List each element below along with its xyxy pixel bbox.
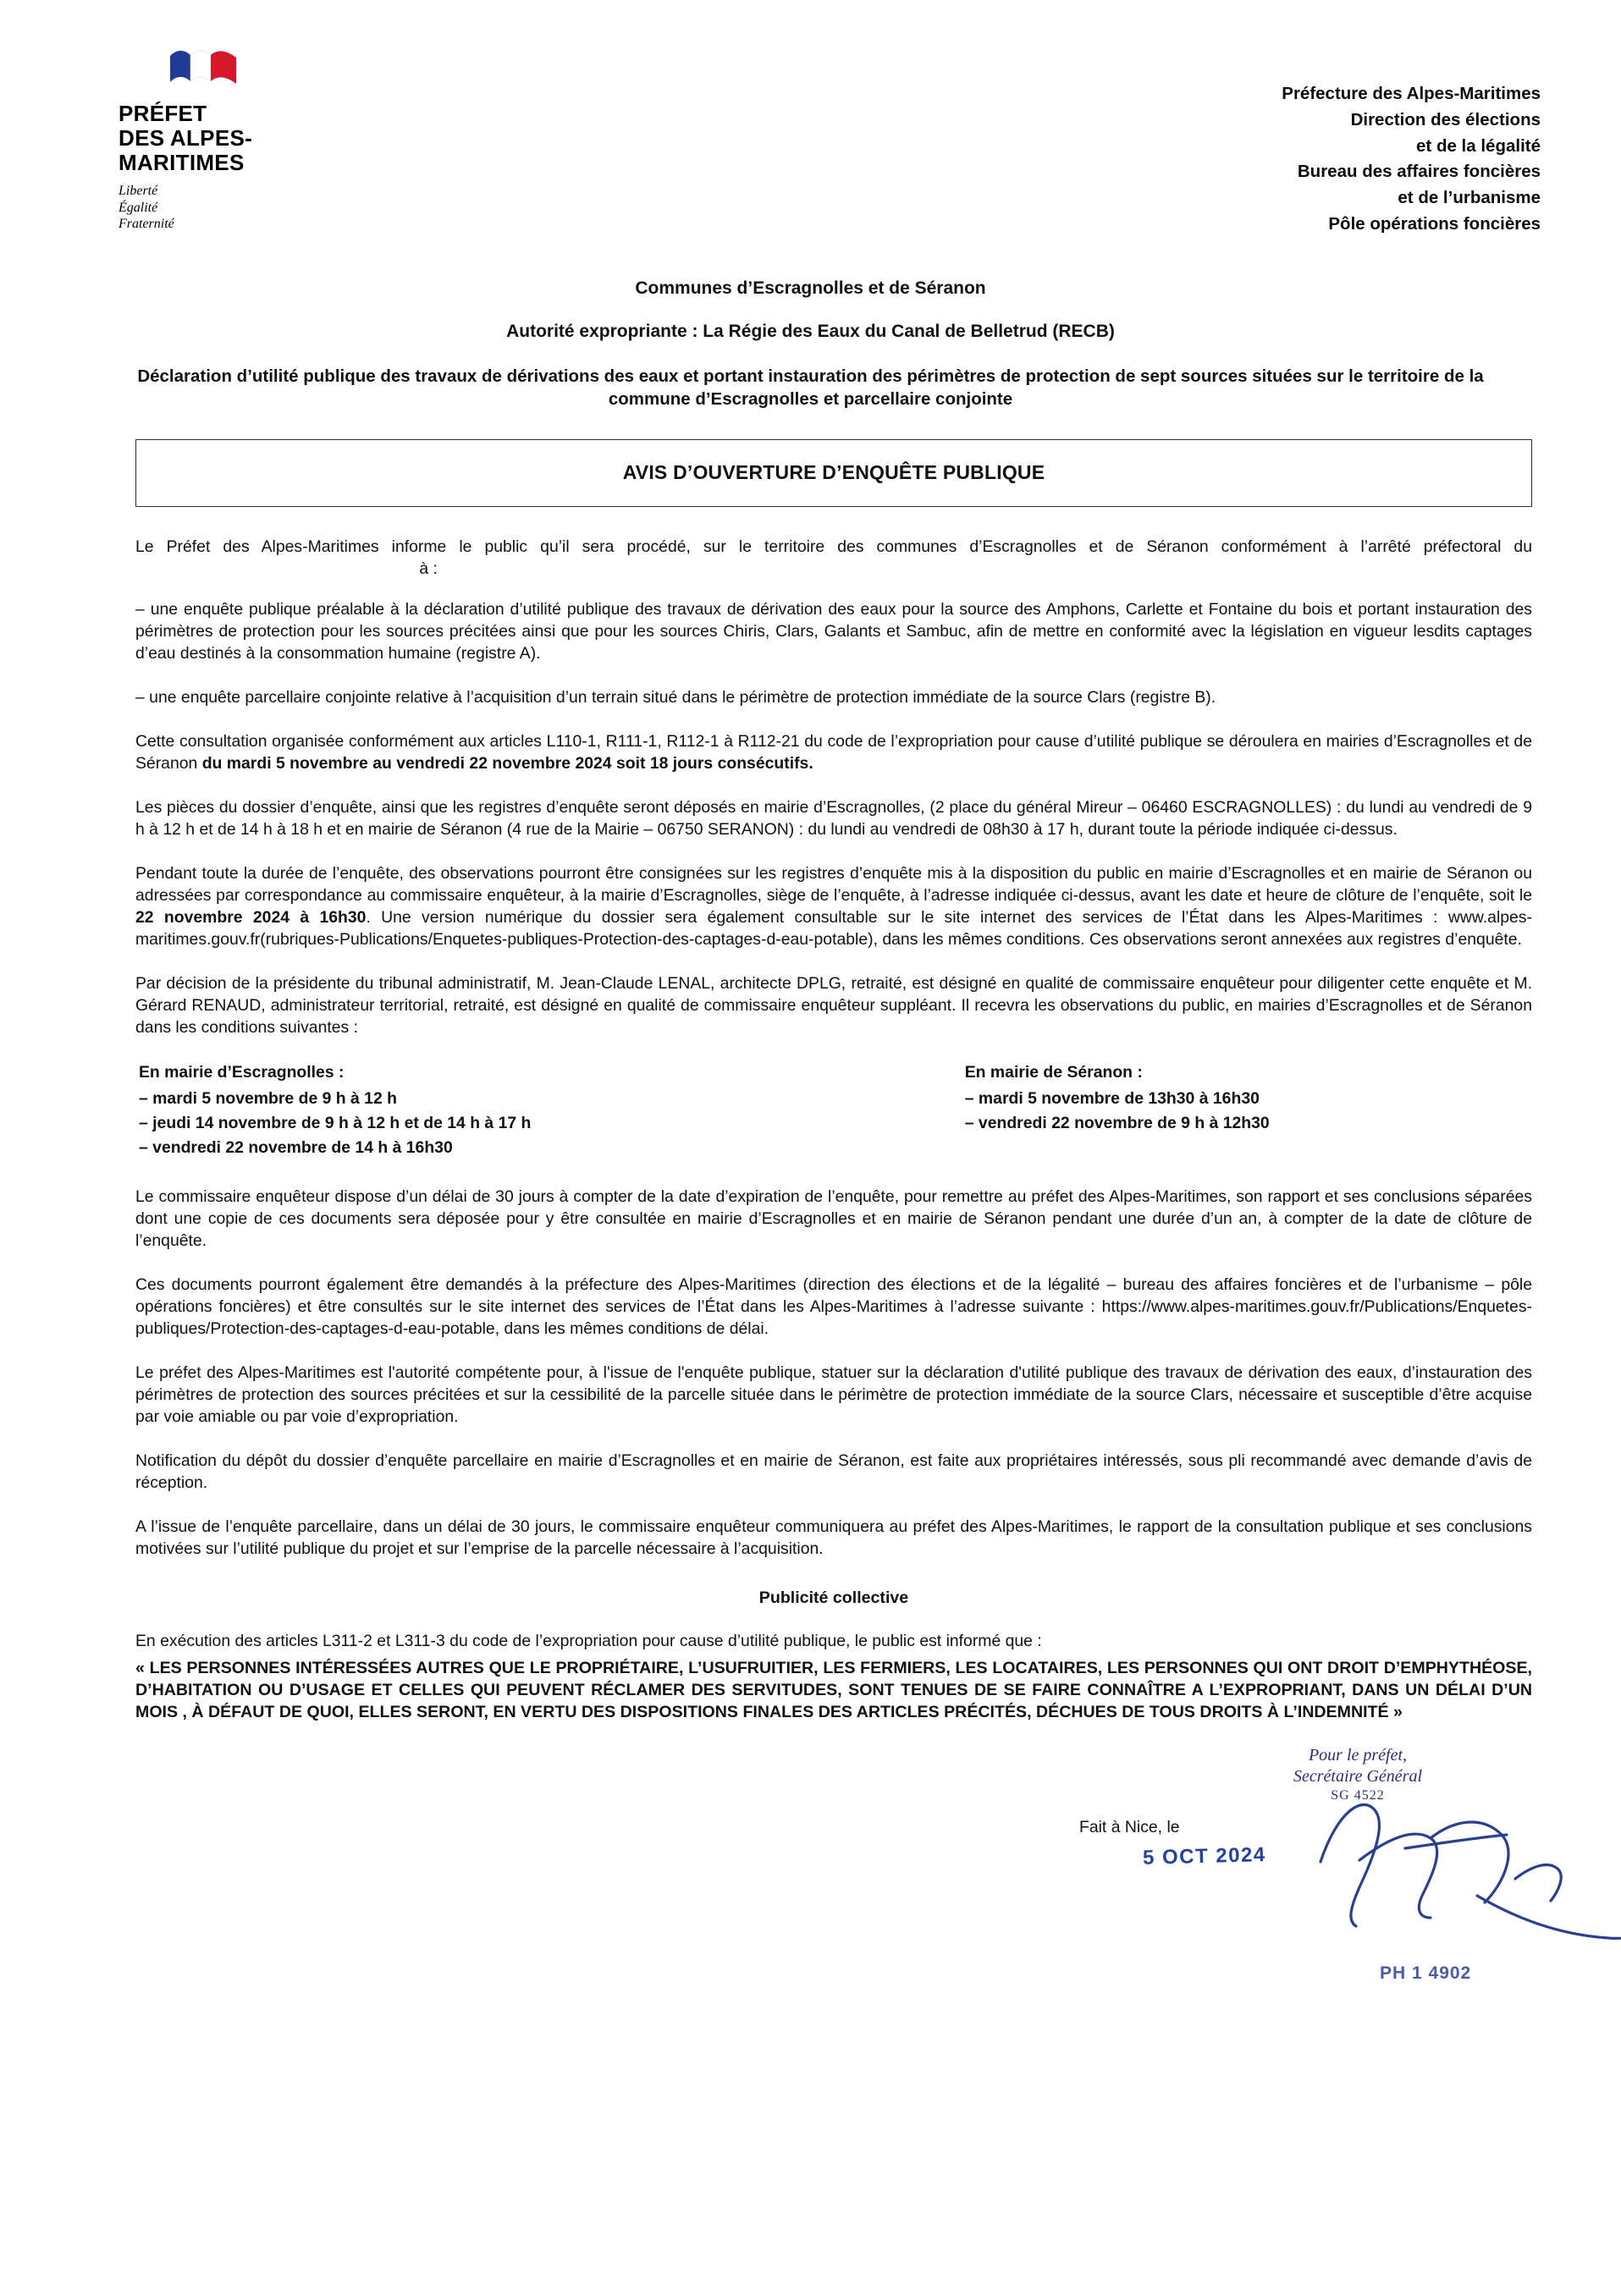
permanence-item: – vendredi 22 novembre de 14 h à 16h30 bbox=[139, 1138, 453, 1158]
consultation-dates: du mardi 5 novembre au vendredi 22 novembre 2024 soit 18 jours consécutifs. bbox=[201, 753, 813, 773]
permanence-item: – mardi 5 novembre de 9 h à 12 h bbox=[139, 1088, 397, 1108]
date-stamp: 5 OCT 2024 bbox=[1142, 1843, 1267, 1870]
address-line-5: et de l’urbanisme bbox=[1398, 188, 1541, 207]
paragraph-consultation bbox=[135, 730, 1532, 774]
communes-title: Communes d’Escragnolles et de Séranon bbox=[635, 278, 986, 298]
paragraph-enquete-a: – une enquête publique préalable à la déclaration d’utilité publique des travaux de dérivation des eaux pour la source des Amphons, Carlette et Fontaine du bois et portant instauration des périmètres de protection pour les sources précitées ainsi que pour les sources Chiris, Clars, Galants et Sambuc, afin de mettre en conformité avec la législation en vigueur lesdits captages d’eau destinés à la consommation humaine (registre A). bbox=[135, 599, 1532, 663]
address-line-3: et de la légalité bbox=[1416, 135, 1541, 156]
paragraph-issue-enquete: A l’issue de l’enquête parcellaire, dans un délai de 30 jours, le commissaire enquêteur communiquera au préfet des Alpes-Maritimes, le rapport de la consultation publique et ses conclusions motivées sur l’utilité publique du projet et sur l’emprise de la parcelle nécessaire à l’acquisition. bbox=[135, 1517, 1532, 1559]
paragraph-dossier-pieces: Les pièces du dossier d’enquête, ainsi que les registres d’enquête seront déposés en mairie d’Escragnolles, (2 place du général Mireur – 06460 ESCRAGNOLLES) : du lundi au vendredi de 9 h à 12 h et de 14 h à 18 h et en mairie de Séranon (4 rue de la Mairie – 06750 SERANON) : du lundi au vendredi de 08h30 à 17 h, durant toute la période indiquée ci-dessus. bbox=[135, 797, 1532, 839]
sg-number-label: SG 4522 bbox=[1331, 1788, 1385, 1803]
address-line-2: Direction des élections bbox=[1350, 109, 1541, 129]
prefet-title-line2: DES ALPES- bbox=[119, 125, 253, 151]
bottom-stamp-mark: PH 1 4902 bbox=[1380, 1963, 1472, 1984]
notice-banner bbox=[135, 439, 1532, 507]
expropriating-authority-title: Autorité expropriante : La Régie des Eaux du Canal de Belletrud (RECB) bbox=[506, 321, 1115, 341]
permanence-item: – vendredi 22 novembre de 9 h à 12h30 bbox=[964, 1114, 1270, 1133]
paragraph-intro bbox=[135, 536, 1532, 580]
permanences-block bbox=[135, 1060, 1532, 1160]
republic-motto bbox=[119, 183, 398, 233]
prefecture-logo-block bbox=[119, 44, 398, 233]
address-line-4: Bureau des affaires foncières bbox=[1297, 162, 1541, 182]
french-flag-icon bbox=[165, 44, 243, 93]
intro-text-end: à : bbox=[419, 559, 438, 578]
consultation-text: Cette consultation organisée conformément aux articles L110-1, R111-1, R112-1 à R112-21 du code de l’expropriation pour cause d’utilité publique se déroulera en mairies d’Escragnolles et de Séranon bbox=[135, 731, 1532, 773]
paragraph-publicite-intro: En exécution des articles L311-2 et L311-3 du code de l’expropriation pour cause d’utilité publique, le public est informé que : bbox=[135, 1632, 1042, 1651]
permanences-seranon-head: En mairie de Séranon : bbox=[964, 1062, 1143, 1082]
paragraph-commissaire: Par décision de la présidente du tribunal administratif, M. Jean-Claude LENAL, architecte DPLG, retraité, est désigné en qualité de commissaire enquêteur pour diligenter cette enquête et M. Gérard RENAUD, administrateur territorial, retraité, est désigné en qualité de commissaire enquêteur suppléant. Il recevra les observations du public, en mairies d’Escragnolles et de Séranon dans les conditions suivantes : bbox=[135, 973, 1532, 1037]
permanences-escragnolles bbox=[135, 1060, 863, 1160]
observations-text-2: . Une version numérique du dossier sera également consultable sur le site internet des services de l’État dans les Alpes-Maritimes : www.alpes-maritimes.gouv.fr(rubriques-Publications/Enquetes-publiques-Protection-des-captages-d-eau-potable), dans les mêmes conditions. Ces observations seront annexées aux registres d’enquête. bbox=[135, 907, 1532, 949]
paragraph-documents-consultation: Ces documents pourront également être demandés à la préfecture des Alpes-Maritimes (direction des élections et de la légalité – bureau des affaires foncières et de l’urbanisme – pôle opérations foncières) et être consultés sur le site internet des services de l’État dans les Alpes-Maritimes à l’adresse suivante : https://www.alpes-maritimes.gouv.fr/Publications/Enquetes-publiques/Protection-des-captages-d-eau-potable, dans les mêmes conditions de délai. bbox=[135, 1275, 1532, 1339]
permanence-item: – jeudi 14 novembre de 9 h à 12 h et de 14 h à 17 h bbox=[139, 1114, 532, 1133]
intro-text: Le Préfet des Alpes-Maritimes informe le public qu’il sera procédé, sur le territoire des communes d’Escragnolles et de Séranon conformément à l’arrêté préfectoral du bbox=[135, 537, 1532, 556]
paragraph-observations bbox=[135, 862, 1532, 950]
handwritten-signature bbox=[1304, 1760, 1621, 1972]
motto-liberte: Liberté bbox=[119, 184, 158, 199]
motto-egalite: Égalité bbox=[119, 200, 158, 215]
fait-a-nice-label: Fait à Nice, le bbox=[1079, 1818, 1180, 1837]
address-line-1: Préfecture des Alpes-Maritimes bbox=[1282, 84, 1541, 103]
paragraph-enquete-b: – une enquête parcellaire conjointe relative à l’acquisition d’un terrain situé dans le périmètre de protection immédiate de la source Clars (registre B). bbox=[135, 687, 1216, 707]
observations-deadline: 22 novembre 2024 à 16h30 bbox=[135, 907, 367, 927]
permanences-seranon bbox=[863, 1060, 1532, 1160]
pour-le-prefet-label: Pour le préfet, bbox=[1308, 1746, 1408, 1765]
document-header bbox=[0, 0, 1621, 238]
paragraph-delai-rapport: Le commissaire enquêteur dispose d’un délai de 30 jours à compter de la date d’expiration de l’enquête, pour remettre au préfet des Alpes-Maritimes, son rapport et ses conclusions séparées dont une copie de ces documents sera déposée pour y être consultée en mairie d’Escragnolles et en mairie de Séranon pendant une durée d’un an, à compter de la date de clôture de l’enquête. bbox=[135, 1187, 1532, 1251]
paragraph-notification: Notification du dépôt du dossier d’enquête parcellaire en mairie d’Escragnolles et en mairie de Séranon, est faite aux propriétaires intéressés, sous pli recommandé avec demande d’avis de réception. bbox=[135, 1451, 1532, 1493]
dup-subject-title: Déclaration d’utilité publique des travaux de dérivations des eaux et portant instauration des périmètres de protection de sept sources situées sur le territoire de la commune d’Escragnolles et parcellaire conjointe bbox=[137, 366, 1484, 410]
document-body bbox=[0, 536, 1621, 2017]
permanence-item: – mardi 5 novembre de 13h30 à 16h30 bbox=[964, 1088, 1260, 1108]
observations-text-1: Pendant toute la durée de l’enquête, des observations pourront être consignées sur les registres d’enquête mis à la disposition du public en mairie d’Escragnolles et en mairie de Séranon ou adressées par correspondance au commissaire enquêteur, à la mairie d’Escragnolles, siège de l’enquête, à l’adresse indiquée ci-dessus, avant les date et heure de clôture de l’enquête, soit le bbox=[135, 863, 1532, 905]
prefet-title-line1: PRÉFET bbox=[119, 101, 207, 126]
prefet-title-line3: MARITIMES bbox=[119, 150, 245, 176]
address-line-6: Pôle opérations foncières bbox=[1328, 213, 1541, 234]
issuing-department-address bbox=[1282, 44, 1541, 238]
signature-zone bbox=[135, 1745, 1532, 2016]
title-zone bbox=[0, 278, 1621, 411]
secretaire-general-label: Secrétaire Général bbox=[1293, 1767, 1422, 1787]
prefet-title bbox=[119, 102, 398, 175]
publicite-collective-title: Publicité collective bbox=[758, 1588, 909, 1608]
motto-fraternite: Fraternité bbox=[119, 217, 174, 232]
permanences-escragnolles-head: En mairie d’Escragnolles : bbox=[139, 1062, 345, 1082]
notice-banner-text: AVIS D’OUVERTURE D’ENQUÊTE PUBLIQUE bbox=[622, 461, 1045, 484]
paragraph-prefet-autorite: Le préfet des Alpes-Maritimes est l'autorité compétente pour, à l'issue de l'enquête publique, statuer sur la déclaration d'utilité publique des travaux de dérivation des eaux, d’instauration des périmètres de protection des sources précitées et sur la cessibilité de la parcelle située dans le périmètre de protection immédiate de la source Clars, nécessaire et susceptible d’être acquise par voie amiable ou par voie d’expropriation. bbox=[135, 1363, 1532, 1427]
paragraph-publicite-caps: « LES PERSONNES INTÉRESSÉES AUTRES QUE LE PROPRIÉTAIRE, L’USUFRUITIER, LES FERMIERS, LES LOCATAIRES, LES PERSONNES QUI ONT DROIT D’EMPHYTHÉOSE, D’HABITATION OU D’USAGE ET CELLES QUI PEUVENT RÉCLAMER DES SERVITUDES, SONT TENUES DE SE FAIRE CONNAÎTRE A L’EXPROPRIANT, DANS UN DÉLAI D’UN MOIS , À DÉFAUT DE QUOI, ELLES SERONT, EN VERTU DES DISPOSITIONS FINALES DES ARTICLES PRÉCITÉS, DÉCHUES DE TOUS DROITS À L’INDEMNITÉ » bbox=[135, 1659, 1532, 1722]
